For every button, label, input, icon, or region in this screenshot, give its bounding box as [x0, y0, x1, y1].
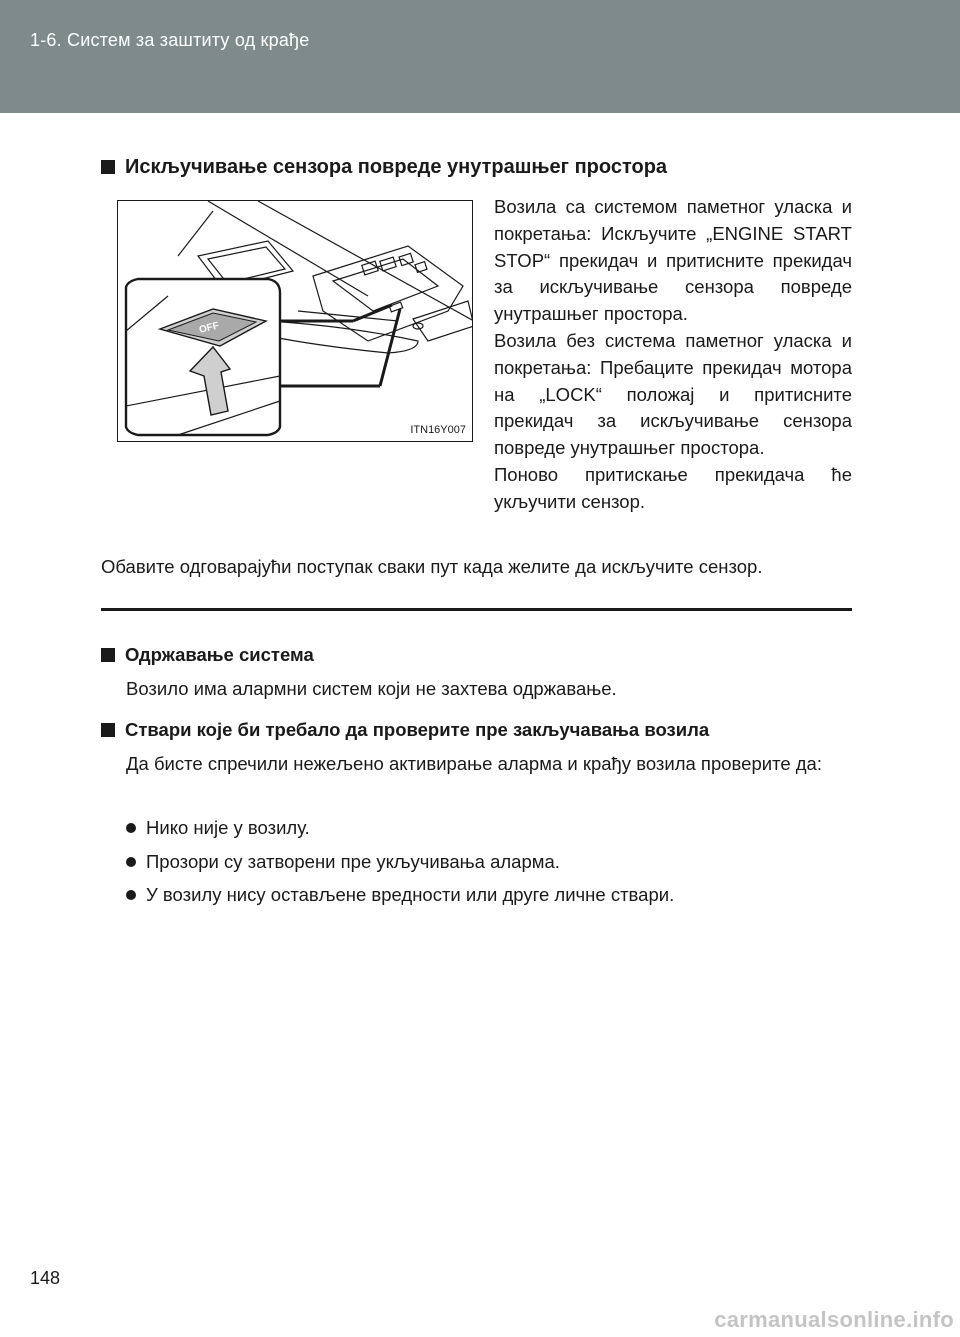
- section-heading-sensor-off: Искључивање сензора повреде унутрашњег простора: [101, 156, 667, 179]
- chapter-title: 1-6. Систем за заштиту од крађе: [30, 30, 310, 50]
- switch-label: OFF: [198, 320, 221, 336]
- list-item: Прозори су затворени пре укључивања аларма.: [126, 849, 560, 875]
- watermark: carmanualsonline.info: [714, 1307, 954, 1332]
- procedure-note: Обавите одговарајући поступак сваки пут када желите да искључите сензор.: [101, 556, 763, 577]
- page-number: 148: [30, 1268, 61, 1288]
- figure-code: ITN16Y007: [410, 424, 466, 436]
- checks-intro: Да бисте спречили нежељено активирање аларма и крађу возила проверите да:: [126, 753, 822, 774]
- square-bullet-icon: [101, 723, 115, 737]
- overhead-console-figure: [117, 200, 473, 442]
- page-header: [0, 0, 960, 113]
- section-divider: [101, 608, 852, 611]
- bullet-dot-icon: [126, 890, 136, 900]
- square-bullet-icon: [101, 648, 115, 662]
- section-heading-maintenance: Одржавање система: [101, 644, 314, 666]
- instruction-reenable: Поново притискање прекидача ће укључити сензор.: [494, 463, 852, 512]
- bullet-dot-icon: [126, 823, 136, 833]
- maintenance-text: Возило има алармни систем који не захтева одржавање.: [126, 678, 617, 699]
- list-item: Нико није у возилу.: [126, 815, 310, 841]
- list-item: У возилу нису остављене вредности или друге личне ствари.: [126, 882, 674, 908]
- bullet-dot-icon: [126, 857, 136, 867]
- sensor-off-instructions: [494, 194, 852, 516]
- square-bullet-icon: [101, 160, 115, 174]
- section-heading-checks: Ствари које би требало да проверите пре закључавања возила: [101, 719, 709, 741]
- instruction-no-smart-entry: Возила без система паметног уласка и покретања: Пребаците прекидач мотора на „LOCK“ положај и притисните прекидач за искључивање сензора повреде унутрашњег простора.: [494, 329, 852, 459]
- instruction-smart-entry: Возила са системом паметног уласка и покретања: Искључите „ENGINE START STOP“ прекидач и притисните прекидач за искључивање сензора повреде унутрашњег простора.: [494, 196, 852, 325]
- overhead-console-illustration: [118, 201, 473, 442]
